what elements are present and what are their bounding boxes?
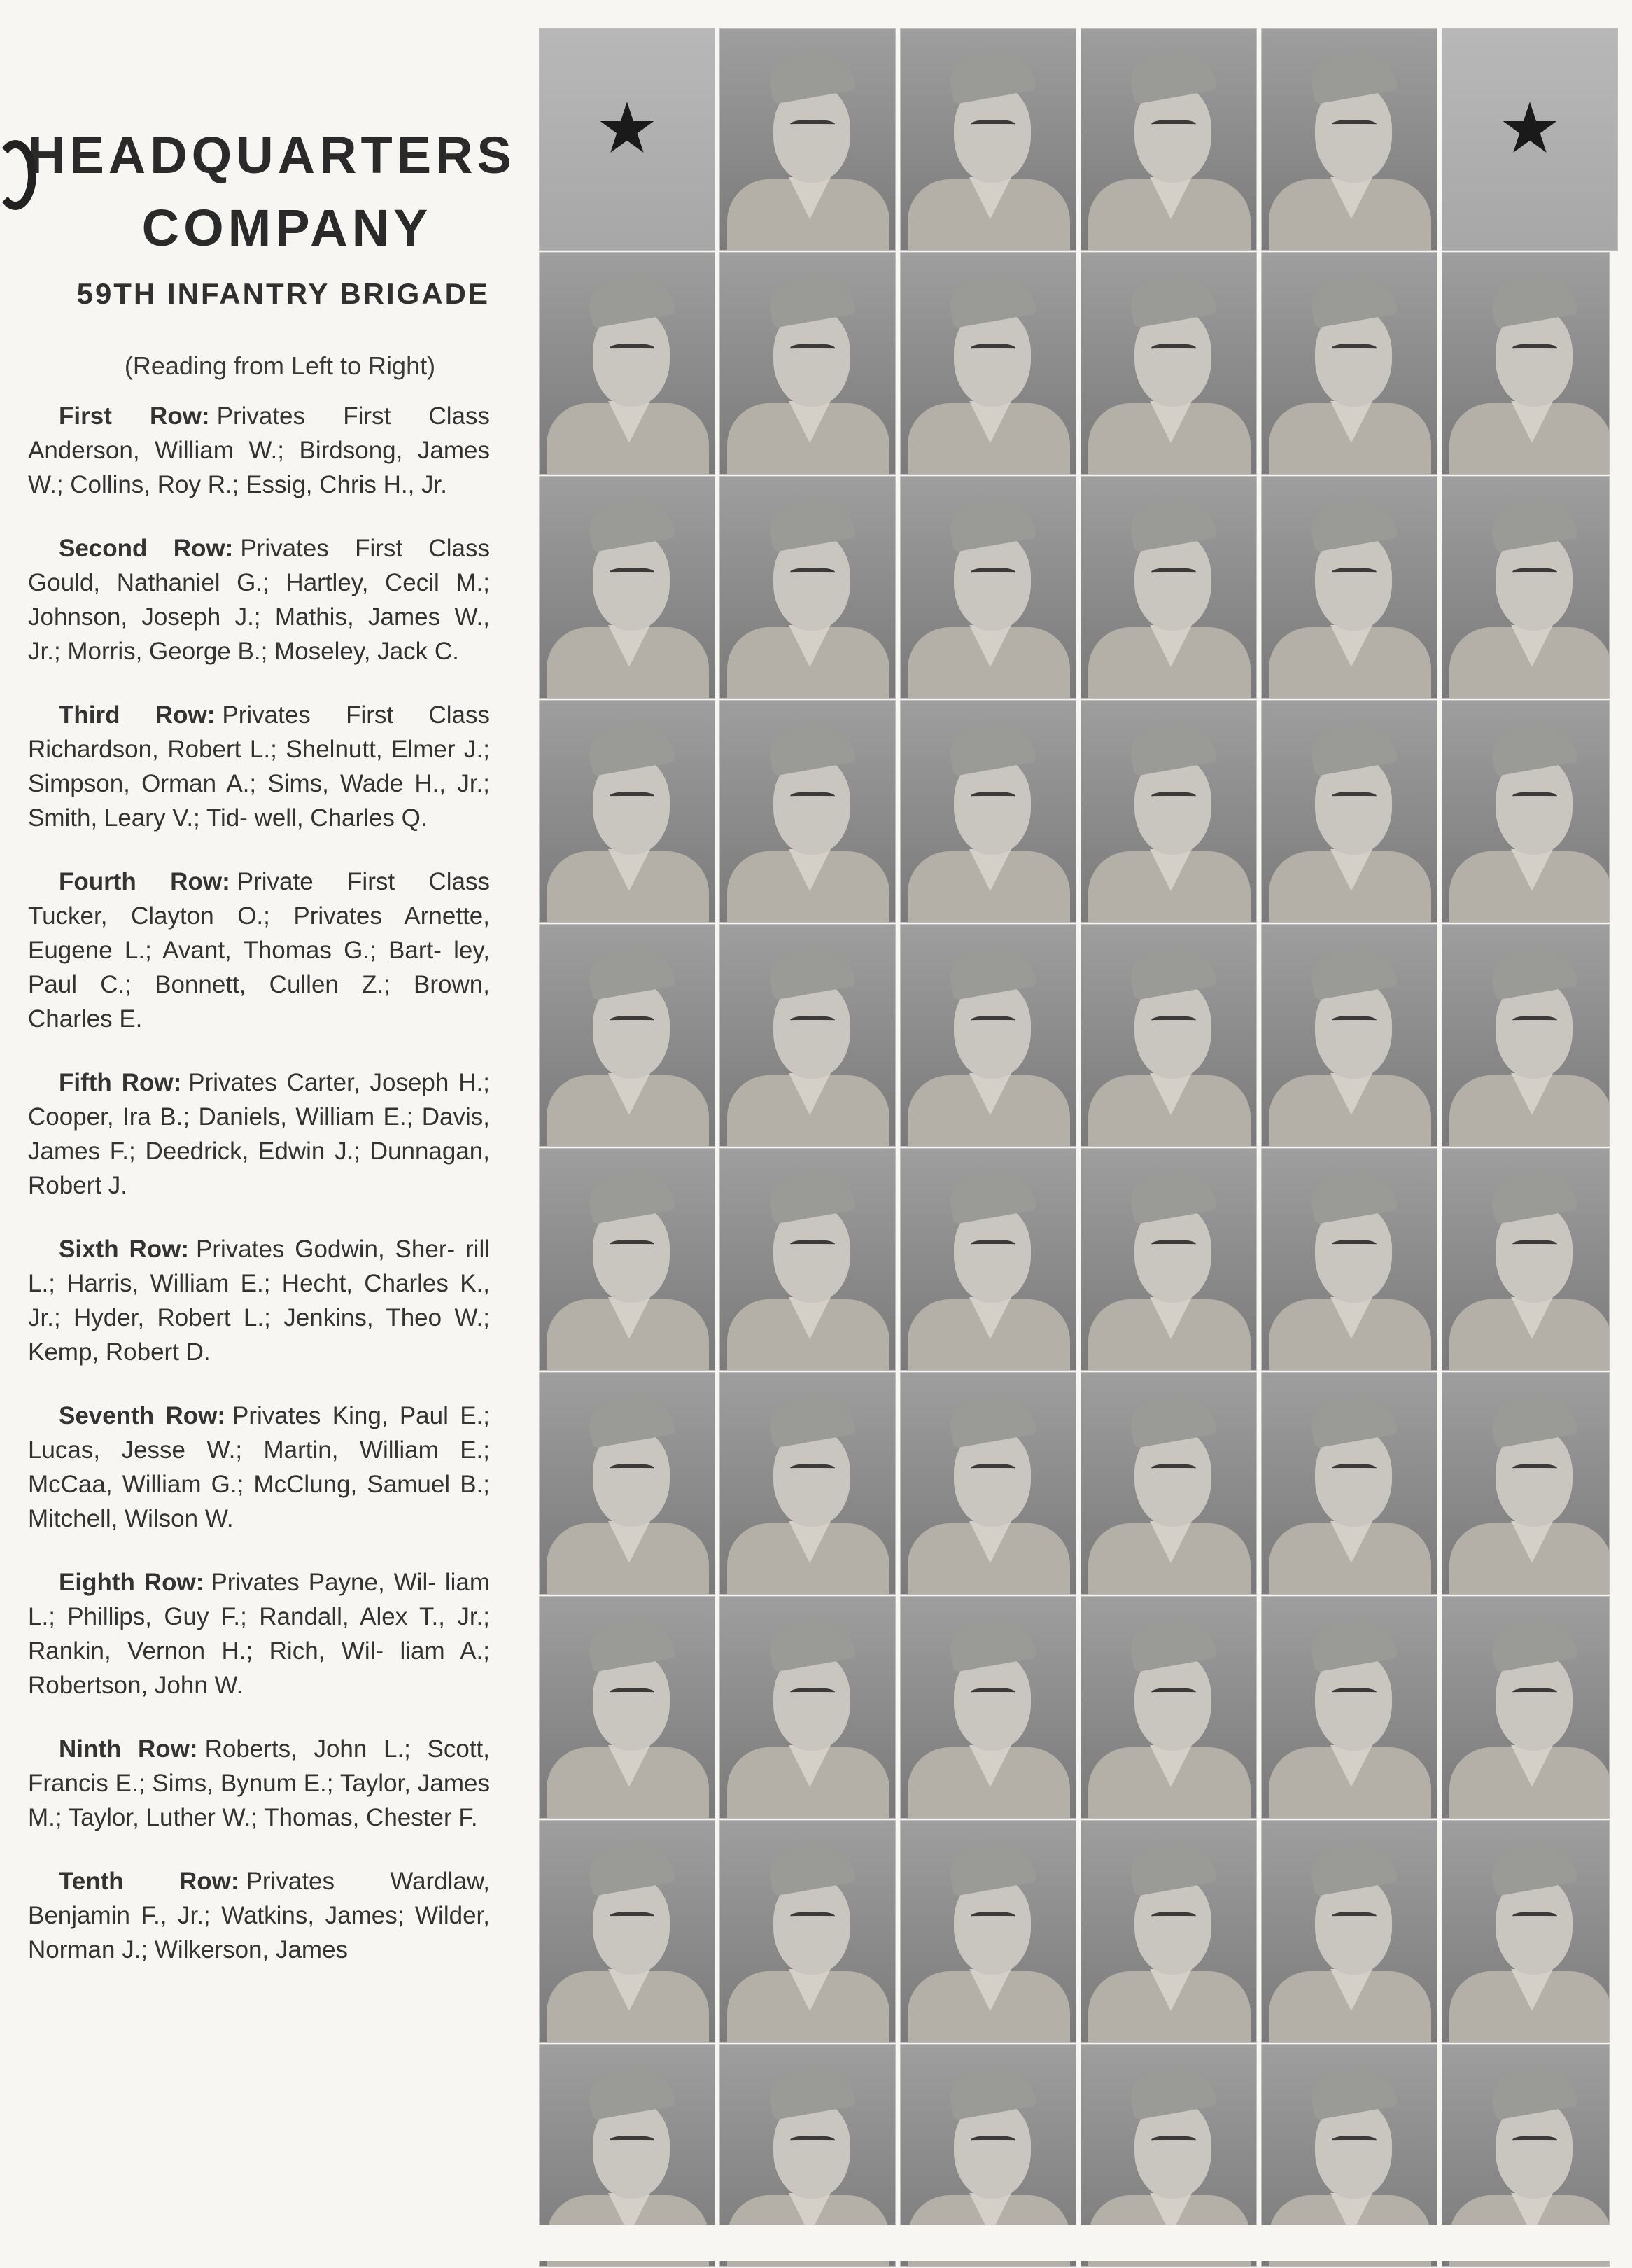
soldier-portrait: [1081, 1820, 1257, 2043]
page-subtitle: 59TH INFANTRY BRIGADE: [76, 277, 490, 310]
row-caption: [28, 1864, 490, 1967]
row-caption: [28, 698, 490, 835]
portrait-cap: [586, 2063, 676, 2120]
row-captions: [28, 399, 490, 1967]
soldier-portrait: [539, 476, 715, 699]
soldier-portrait: [1261, 28, 1437, 251]
soldier-portrait: [1442, 700, 1610, 923]
portrait-photo: [1262, 1149, 1437, 1370]
portrait-eyes: [610, 1464, 654, 1475]
star-icon: ★: [1498, 87, 1561, 169]
page-bottom-margin: [539, 2225, 1631, 2261]
portrait-eyes: [1151, 1240, 1196, 1251]
portrait-eyes: [1151, 568, 1196, 579]
portrait-eyes: [971, 1240, 1015, 1251]
portrait-eyes: [1151, 1016, 1196, 1027]
portrait-eyes: [790, 344, 835, 355]
portrait-photo: [1081, 1373, 1256, 1594]
portrait-eyes: [1512, 344, 1557, 355]
portrait-photo: [720, 1821, 895, 2042]
row-caption-names: Privates Payne, Wil- liam L.; Phillips, Guy F.; Randall, Alex T., Jr.; Rankin, Vernon H.; Rich, Wil- liam A.; Robertson, John W.: [28, 1569, 490, 1699]
soldier-portrait: [1261, 476, 1437, 699]
star-emblem-cell: [539, 28, 715, 251]
row-caption-names: Privates First Class Richardson, Robert L.; Shelnutt, Elmer J.; Simpson, Orman A.; Sims, Wade H., Jr.; Smith, Leary V.; Tid- well, Charles Q.: [28, 701, 490, 832]
soldier-portrait: [1442, 476, 1610, 699]
portrait-photo: [1262, 477, 1437, 698]
portrait-cap: [586, 1839, 676, 1896]
soldier-portrait: [900, 700, 1076, 923]
soldier-portrait: [539, 1596, 715, 1819]
portrait-photo: [1081, 1821, 1256, 2042]
portrait-photo: [1081, 1149, 1256, 1370]
portrait-cap: [947, 1839, 1037, 1896]
soldier-portrait: [1261, 924, 1437, 1147]
portrait-eyes: [790, 1464, 835, 1475]
portrait-cap: [1308, 2063, 1398, 2120]
soldier-portrait: [1081, 924, 1257, 1147]
row-caption-lead: Fifth Row:: [59, 1069, 182, 1096]
portrait-eyes: [1332, 1912, 1377, 1923]
soldier-portrait: [900, 476, 1076, 699]
row-caption-names: Privates First Class Gould, Nathaniel G.; Hartley, Cecil M.; Johnson, Joseph J.; Mathis, James W., Jr.; Morris, George B.; Moseley, Jack C.: [28, 535, 490, 665]
portrait-photo: [1262, 1821, 1437, 2042]
portrait-eyes: [971, 2136, 1015, 2147]
row-caption: [28, 1065, 490, 1203]
soldier-portrait: [1442, 924, 1610, 1147]
soldier-portrait: [1081, 1372, 1257, 1595]
row-caption-lead: Sixth Row:: [59, 1236, 189, 1263]
row-caption: [28, 1565, 490, 1702]
portrait-photo: [720, 701, 895, 922]
portrait-eyes: [610, 568, 654, 579]
portrait-eyes: [1332, 792, 1377, 803]
soldier-portrait: [1081, 1596, 1257, 1819]
portrait-eyes: [610, 1688, 654, 1699]
portrait-photo: [1442, 1373, 1609, 1594]
soldier-portrait: [1261, 1596, 1437, 1819]
portrait-cap: [1127, 1839, 1218, 1896]
portrait-eyes: [971, 568, 1015, 579]
photo-row: [539, 1820, 1631, 2044]
portrait-cap: [1489, 2063, 1579, 2120]
portrait-cap: [586, 495, 676, 552]
portrait-cap: [766, 1839, 857, 1896]
soldier-portrait: [900, 252, 1076, 475]
portrait-eyes: [1512, 1016, 1557, 1027]
soldier-portrait: [1081, 252, 1257, 475]
soldier-portrait: [1081, 28, 1257, 251]
portrait-eyes: [610, 344, 654, 355]
row-caption-names: Roberts, John L.; Scott, Francis E.; Sims, Bynum E.; Taylor, James M.; Taylor, Luther W.; Thomas, Chester F.: [28, 1735, 490, 1831]
portrait-eyes: [1512, 1240, 1557, 1251]
portrait-cap: [1127, 271, 1218, 328]
portrait-photo: [1081, 701, 1256, 922]
portrait-cap: [1489, 943, 1579, 1000]
portrait-eyes: [790, 1240, 835, 1251]
portrait-cap: [766, 495, 857, 552]
portrait-photo: [540, 925, 715, 1146]
portrait-cap: [1308, 1615, 1398, 1672]
soldier-portrait: [1081, 476, 1257, 699]
portrait-photo: [1262, 925, 1437, 1146]
soldier-portrait: [900, 1148, 1076, 1371]
soldier-portrait: [719, 924, 896, 1147]
soldier-portrait: [900, 924, 1076, 1147]
star-icon: ★: [596, 87, 659, 169]
portrait-eyes: [1512, 1912, 1557, 1923]
portrait-cap: [947, 2063, 1037, 2120]
portrait-eyes: [1332, 1464, 1377, 1475]
portrait-cap: [1489, 1391, 1579, 1448]
portrait-eyes: [610, 792, 654, 803]
soldier-portrait: [1442, 252, 1610, 475]
soldier-portrait: [539, 252, 715, 475]
portrait-cap: [1127, 1167, 1218, 1224]
row-caption-lead: First Row:: [59, 402, 210, 430]
portrait-eyes: [1332, 1688, 1377, 1699]
row-caption: [28, 1732, 490, 1835]
row-caption: [28, 864, 490, 1036]
soldier-portrait: [719, 1372, 896, 1595]
row-caption-names: Privates Godwin, Sher- rill L.; Harris, William E.; Hecht, Charles K., Jr.; Hyder, Robert L.; Jenkins, Theo W.; Kemp, Robert D.: [28, 1236, 490, 1366]
portrait-eyes: [1512, 792, 1557, 803]
portrait-photo: [1262, 1597, 1437, 1818]
portrait-cap: [586, 1615, 676, 1672]
soldier-portrait: [1442, 1372, 1610, 1595]
portrait-photo: [540, 1373, 715, 1594]
portrait-eyes: [1332, 2136, 1377, 2147]
portrait-cap: [586, 271, 676, 328]
portrait-photo: [1262, 29, 1437, 250]
portrait-eyes: [790, 792, 835, 803]
soldier-portrait: [1261, 700, 1437, 923]
soldier-portrait: [719, 252, 896, 475]
photo-row: [539, 924, 1631, 1148]
portrait-photo: [1262, 701, 1437, 922]
portrait-photo: [1442, 1149, 1609, 1370]
portrait-photo: [540, 1821, 715, 2042]
portrait-photo: [901, 253, 1076, 474]
portrait-cap: [1308, 47, 1398, 104]
portrait-cap: [1127, 495, 1218, 552]
row-caption-names: Privates King, Paul E.; Lucas, Jesse W.; Martin, William E.; McCaa, William G.; McClung, Samuel B.; Mitchell, Wilson W.: [28, 1402, 490, 1532]
portrait-photo: [1442, 925, 1609, 1146]
portrait-photo: [540, 253, 715, 474]
row-caption-names: Privates First Class Anderson, William W.; Birdsong, James W.; Collins, Roy R.; Essig, Chris H., Jr.: [28, 402, 490, 498]
portrait-eyes: [971, 120, 1015, 131]
portrait-eyes: [1332, 568, 1377, 579]
portrait-cap: [947, 719, 1037, 776]
portrait-photo: [720, 1373, 895, 1594]
portrait-eyes: [1151, 2136, 1196, 2147]
portrait-eyes: [1512, 1464, 1557, 1475]
portrait-cap: [1127, 719, 1218, 776]
row-caption-names: Privates Carter, Joseph H.; Cooper, Ira B.; Daniels, William E.; Davis, James F.; Deedrick, Edwin J.; Dunnagan, Robert J.: [28, 1069, 490, 1199]
portrait-eyes: [1151, 1464, 1196, 1475]
portrait-cap: [586, 943, 676, 1000]
portrait-eyes: [790, 1688, 835, 1699]
portrait-photo: [1442, 477, 1609, 698]
portrait-cap: [1308, 943, 1398, 1000]
portrait-cap: [766, 1615, 857, 1672]
soldier-portrait: [539, 1148, 715, 1371]
portrait-cap: [1127, 943, 1218, 1000]
soldier-portrait: [539, 1372, 715, 1595]
portrait-eyes: [971, 1912, 1015, 1923]
portrait-eyes: [790, 2136, 835, 2147]
portrait-eyes: [1151, 344, 1196, 355]
portrait-cap: [766, 943, 857, 1000]
soldier-portrait: [719, 476, 896, 699]
portrait-cap: [1308, 1839, 1398, 1896]
row-caption-lead: Tenth Row:: [59, 1868, 239, 1895]
soldier-portrait: [1261, 1820, 1437, 2043]
row-caption-names: Private First Class Tucker, Clayton O.; Privates Arnette, Eugene L.; Avant, Thomas G.; Bart- ley, Paul C.; Bonnett, Cullen Z.; Brown, Charles E.: [28, 868, 490, 1032]
row-caption-lead: Fourth Row:: [59, 868, 230, 895]
portrait-eyes: [1151, 1912, 1196, 1923]
portrait-eyes: [1332, 1016, 1377, 1027]
portrait-photo: [901, 1373, 1076, 1594]
row-caption-lead: Ninth Row:: [59, 1735, 198, 1763]
portrait-photo: [720, 253, 895, 474]
portrait-cap: [1489, 1615, 1579, 1672]
portrait-photo: [1262, 1373, 1437, 1594]
portrait-cap: [1308, 719, 1398, 776]
portrait-eyes: [971, 792, 1015, 803]
portrait-eyes: [610, 1240, 654, 1251]
soldier-portrait: [719, 1820, 896, 2043]
soldier-portrait: [1261, 1148, 1437, 1371]
portrait-eyes: [790, 568, 835, 579]
soldier-portrait: [1081, 1148, 1257, 1371]
photo-row: [539, 1596, 1631, 1820]
portrait-eyes: [1151, 792, 1196, 803]
soldier-portrait: [1261, 252, 1437, 475]
soldier-portrait: [539, 924, 715, 1147]
portrait-cap: [947, 47, 1037, 104]
portrait-photo: [901, 1597, 1076, 1818]
portrait-cap: [586, 1391, 676, 1448]
portrait-photo: [720, 29, 895, 250]
soldier-portrait: [539, 700, 715, 923]
portrait-eyes: [790, 1912, 835, 1923]
star-emblem-cell: [1442, 28, 1618, 251]
soldier-portrait: [1261, 1372, 1437, 1595]
page-title-line-1: HEADQUARTERS: [28, 126, 516, 184]
soldier-portrait: [719, 1148, 896, 1371]
portrait-cap: [1489, 271, 1579, 328]
portrait-eyes: [971, 1016, 1015, 1027]
portrait-eyes: [1512, 2136, 1557, 2147]
portrait-cap: [1308, 271, 1398, 328]
portrait-cap: [1127, 47, 1218, 104]
soldier-portrait: [900, 1372, 1076, 1595]
portrait-eyes: [1512, 1688, 1557, 1699]
photo-row: [539, 476, 1631, 700]
portrait-cap: [947, 1391, 1037, 1448]
portrait-cap: [766, 1391, 857, 1448]
portrait-cap: [766, 271, 857, 328]
portrait-cap: [586, 719, 676, 776]
portrait-eyes: [971, 344, 1015, 355]
portrait-photo: [1442, 701, 1609, 922]
page-title-line-2: COMPANY: [141, 199, 432, 257]
portrait-cap: [947, 271, 1037, 328]
portrait-cap: [1489, 1167, 1579, 1224]
soldier-portrait: [900, 28, 1076, 251]
portrait-eyes: [1512, 568, 1557, 579]
portrait-cap: [766, 47, 857, 104]
soldier-portrait: [1442, 1596, 1610, 1819]
portrait-cap: [1308, 495, 1398, 552]
portrait-eyes: [610, 1912, 654, 1923]
row-caption-lead: Third Row:: [59, 701, 216, 729]
portrait-photo: [1081, 253, 1256, 474]
portrait-photo: [901, 29, 1076, 250]
portrait-cap: [766, 2063, 857, 2120]
portrait-photo: [720, 1597, 895, 1818]
portrait-photo: [1442, 1597, 1609, 1818]
portrait-photo: [540, 1597, 715, 1818]
portrait-photo: [1081, 925, 1256, 1146]
row-caption-lead: Second Row:: [59, 535, 234, 562]
portrait-photo: [1262, 253, 1437, 474]
portrait-eyes: [610, 2136, 654, 2147]
portrait-eyes: [790, 1016, 835, 1027]
soldier-portrait: [719, 28, 896, 251]
portrait-cap: [947, 1615, 1037, 1672]
portrait-photo: [901, 701, 1076, 922]
row-caption: [28, 1232, 490, 1369]
portrait-cap: [766, 1167, 857, 1224]
portrait-cap: [586, 1167, 676, 1224]
soldier-portrait: [1442, 1820, 1610, 2043]
soldier-portrait: [1442, 1148, 1610, 1371]
row-caption-lead: Eighth Row:: [59, 1569, 204, 1596]
portrait-photo: [1442, 1821, 1609, 2042]
row-caption: [28, 531, 490, 668]
photo-row: [539, 1372, 1631, 1596]
portrait-cap: [1489, 495, 1579, 552]
photo-grid: [539, 28, 1631, 2233]
photo-row: [539, 1148, 1631, 1372]
portrait-eyes: [971, 1464, 1015, 1475]
row-caption-names: Privates Wardlaw, Benjamin F., Jr.; Watkins, James; Wilder, Norman J.; Wilkerson, James: [28, 1868, 490, 1963]
portrait-cap: [1308, 1391, 1398, 1448]
soldier-portrait: [900, 1820, 1076, 2043]
row-caption-lead: Seventh Row:: [59, 1402, 225, 1429]
portrait-photo: [1081, 1597, 1256, 1818]
photo-row: [539, 252, 1631, 476]
reading-note: (Reading from Left to Right): [124, 351, 436, 380]
photo-row: [539, 28, 1631, 252]
portrait-eyes: [1332, 1240, 1377, 1251]
portrait-cap: [1308, 1167, 1398, 1224]
portrait-cap: [947, 943, 1037, 1000]
portrait-photo: [720, 477, 895, 698]
soldier-portrait: [900, 1596, 1076, 1819]
portrait-photo: [720, 925, 895, 1146]
portrait-photo: [540, 477, 715, 698]
portrait-photo: [1081, 29, 1256, 250]
portrait-photo: [901, 1821, 1076, 2042]
caption-column: [28, 119, 516, 1967]
portrait-photo: [1081, 477, 1256, 698]
portrait-eyes: [1332, 344, 1377, 355]
portrait-cap: [1127, 1615, 1218, 1672]
soldier-portrait: [719, 1596, 896, 1819]
portrait-cap: [947, 495, 1037, 552]
portrait-photo: [720, 1149, 895, 1370]
portrait-eyes: [790, 120, 835, 131]
portrait-photo: [901, 925, 1076, 1146]
portrait-cap: [1127, 1391, 1218, 1448]
portrait-eyes: [971, 1688, 1015, 1699]
portrait-photo: [901, 477, 1076, 698]
portrait-cap: [1489, 1839, 1579, 1896]
portrait-cap: [1489, 719, 1579, 776]
portrait-photo: [540, 1149, 715, 1370]
portrait-eyes: [1151, 120, 1196, 131]
portrait-photo: [901, 1149, 1076, 1370]
photo-row: [539, 700, 1631, 924]
portrait-eyes: [610, 1016, 654, 1027]
portrait-eyes: [1332, 120, 1377, 131]
soldier-portrait: [1081, 700, 1257, 923]
portrait-photo: [540, 701, 715, 922]
portrait-eyes: [1151, 1688, 1196, 1699]
row-caption: [28, 399, 490, 502]
portrait-cap: [1127, 2063, 1218, 2120]
portrait-photo: [1442, 253, 1609, 474]
soldier-portrait: [539, 1820, 715, 2043]
row-caption: [28, 1399, 490, 1536]
portrait-cap: [947, 1167, 1037, 1224]
portrait-cap: [766, 719, 857, 776]
soldier-portrait: [719, 700, 896, 923]
